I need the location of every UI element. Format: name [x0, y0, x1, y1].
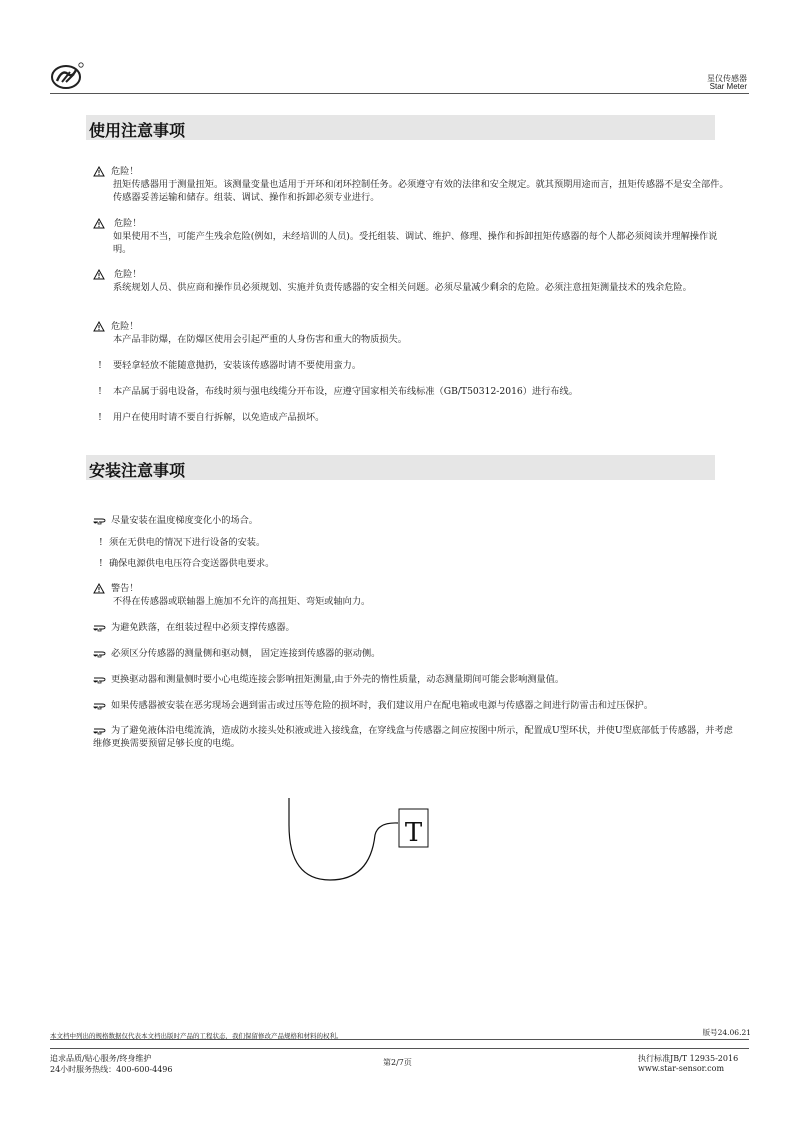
tip-text: 如果传感器被安装在恶劣现场会遇到雷击或过压等危险的损坏时，我们建议用户在配电箱或电源与传感器之间进行防雷击和过压保护。	[111, 700, 654, 711]
tip-text: 尽量安装在温度梯度变化小的场合。	[111, 515, 258, 526]
danger-item	[93, 217, 733, 256]
danger-item	[93, 320, 733, 346]
warning-text: 不得在传感器或联轴器上施加不允许的高扭矩、弯矩或轴向力。	[113, 596, 371, 607]
warning-triangle-icon	[93, 166, 105, 177]
note-item	[93, 359, 733, 372]
danger-item	[93, 165, 733, 204]
section-title: 使用注意事项	[89, 121, 186, 140]
section-header-install	[86, 455, 715, 480]
tip-item	[93, 724, 733, 750]
danger-text: 扭矩传感器用于测量扭矩。该测量变量也适用于开环和闭环控制任务。必须遵守有效的法律和安全规定。就其预期用途而言，扭矩传感器不是安全部件。传感器妥善运输和储存。组装、调试、操作和拆卸必须专业进行。	[113, 179, 729, 203]
exclamation-icon: !	[98, 360, 102, 371]
brand-name-en: Star Meter	[709, 82, 747, 91]
note-text: 须在无供电的情况下进行设备的安装。	[109, 537, 266, 548]
danger-text: 本产品非防爆，在防爆区使用会引起严重的人身伤害和重大的物质损失。	[113, 334, 407, 345]
note-text: 本产品属于弱电设备，布线时须与强电线缆分开布设，应遵守国家相关布线标准（GB/T50312-2016）进行布线。	[113, 386, 578, 397]
exclamation-icon: !	[99, 537, 103, 548]
footer-slogan: 追求品质/贴心服务/终身维护	[50, 1054, 152, 1063]
company-logo	[50, 60, 84, 90]
pointing-hand-icon	[93, 649, 107, 658]
pointing-hand-icon	[93, 675, 107, 684]
danger-label: 危险！	[111, 166, 139, 177]
note-text: 用户在使用时请不要自行拆解，以免造成产品损坏。	[113, 412, 325, 423]
header-divider	[50, 93, 749, 94]
note-text: 确保电源供电电压符合变送器供电要求。	[109, 558, 275, 569]
pointing-hand-icon	[93, 623, 107, 632]
tip-text: 为了避免液体沿电缆流淌，造成防水接头处积液或进入接线盒，在穿线盒与传感器之间应按图中所示，配置成U型环状，并使U型底部低于传感器，并考虑维修更换需要预留足够长度的电缆。	[93, 725, 733, 749]
section-header-usage	[86, 115, 715, 140]
warning-label: 警告！	[111, 583, 139, 594]
danger-text: 系统规划人员、供应商和操作员必须规划、实施并负责传感器的安全相关问题。必须尽量减少剩余的危险。必须注意扭矩测量技术的残余危险。	[113, 282, 692, 293]
exclamation-icon: !	[98, 386, 102, 397]
tip-item	[93, 699, 733, 712]
danger-label: 危险！	[114, 269, 142, 280]
warning-triangle-icon	[93, 583, 105, 594]
tip-item	[93, 621, 733, 634]
warning-triangle-icon	[93, 269, 105, 280]
danger-label: 危险！	[114, 218, 142, 229]
brand-name-cn: 星仪传感器	[707, 74, 747, 83]
footer-hotline: 24小时服务热线：400-600-4496	[50, 1065, 173, 1074]
tip-text: 必须区分传感器的测量侧和驱动侧， 固定连接到传感器的驱动侧。	[111, 648, 381, 659]
tip-item	[93, 647, 733, 660]
danger-label: 危险！	[111, 321, 139, 332]
tip-text: 更换驱动器和测量侧时要小心电缆连接会影响扭矩测量,由于外壳的惰性质量，动态测量期间可能会影响测量值。	[111, 674, 565, 685]
warning-triangle-icon	[93, 321, 105, 332]
exclamation-icon: !	[99, 558, 103, 569]
footer-divider	[50, 1039, 749, 1040]
note-text: 要轻拿轻放不能随意抛扔，安装该传感器时请不要使用蛮力。	[113, 360, 362, 371]
section-title: 安装注意事项	[89, 461, 186, 480]
danger-item	[93, 268, 733, 294]
version-number: 版号24.06.21	[702, 1028, 751, 1037]
pointing-hand-icon	[93, 516, 107, 525]
tip-text: 为避免跌落，在组装过程中必须支撑传感器。	[111, 622, 295, 633]
cable-loop-diagram	[270, 795, 440, 890]
cable-path	[289, 798, 398, 880]
exclamation-icon: !	[98, 412, 102, 423]
note-item	[93, 385, 733, 398]
footer-divider	[50, 1048, 749, 1049]
pointing-hand-icon	[93, 726, 107, 735]
page-number: 第2/7页	[383, 1058, 412, 1067]
footer-website: www.star-sensor.com	[638, 1064, 725, 1073]
warning-triangle-icon	[93, 218, 105, 229]
tip-item	[93, 514, 733, 527]
note-item	[99, 536, 739, 549]
footer-standard: 执行标准JB/T 12935-2016	[638, 1054, 739, 1063]
sensor-label: T	[404, 818, 423, 848]
disclaimer: 本文档中列出的规格数据仅代表本文档出版时产品的工程状态，我们保留修改产品规格和材料的权利。	[50, 1032, 343, 1040]
tip-item	[93, 673, 733, 686]
danger-text: 如果使用不当，可能产生残余危险(例如，未经培训的人员)。受托组装、调试、维护、修理、操作和拆卸扭矩传感器的每个人都必须阅读并理解操作说明。	[113, 231, 718, 255]
warning-item	[93, 582, 733, 608]
note-item	[93, 411, 733, 424]
pointing-hand-icon	[93, 701, 107, 710]
note-item	[99, 557, 739, 570]
